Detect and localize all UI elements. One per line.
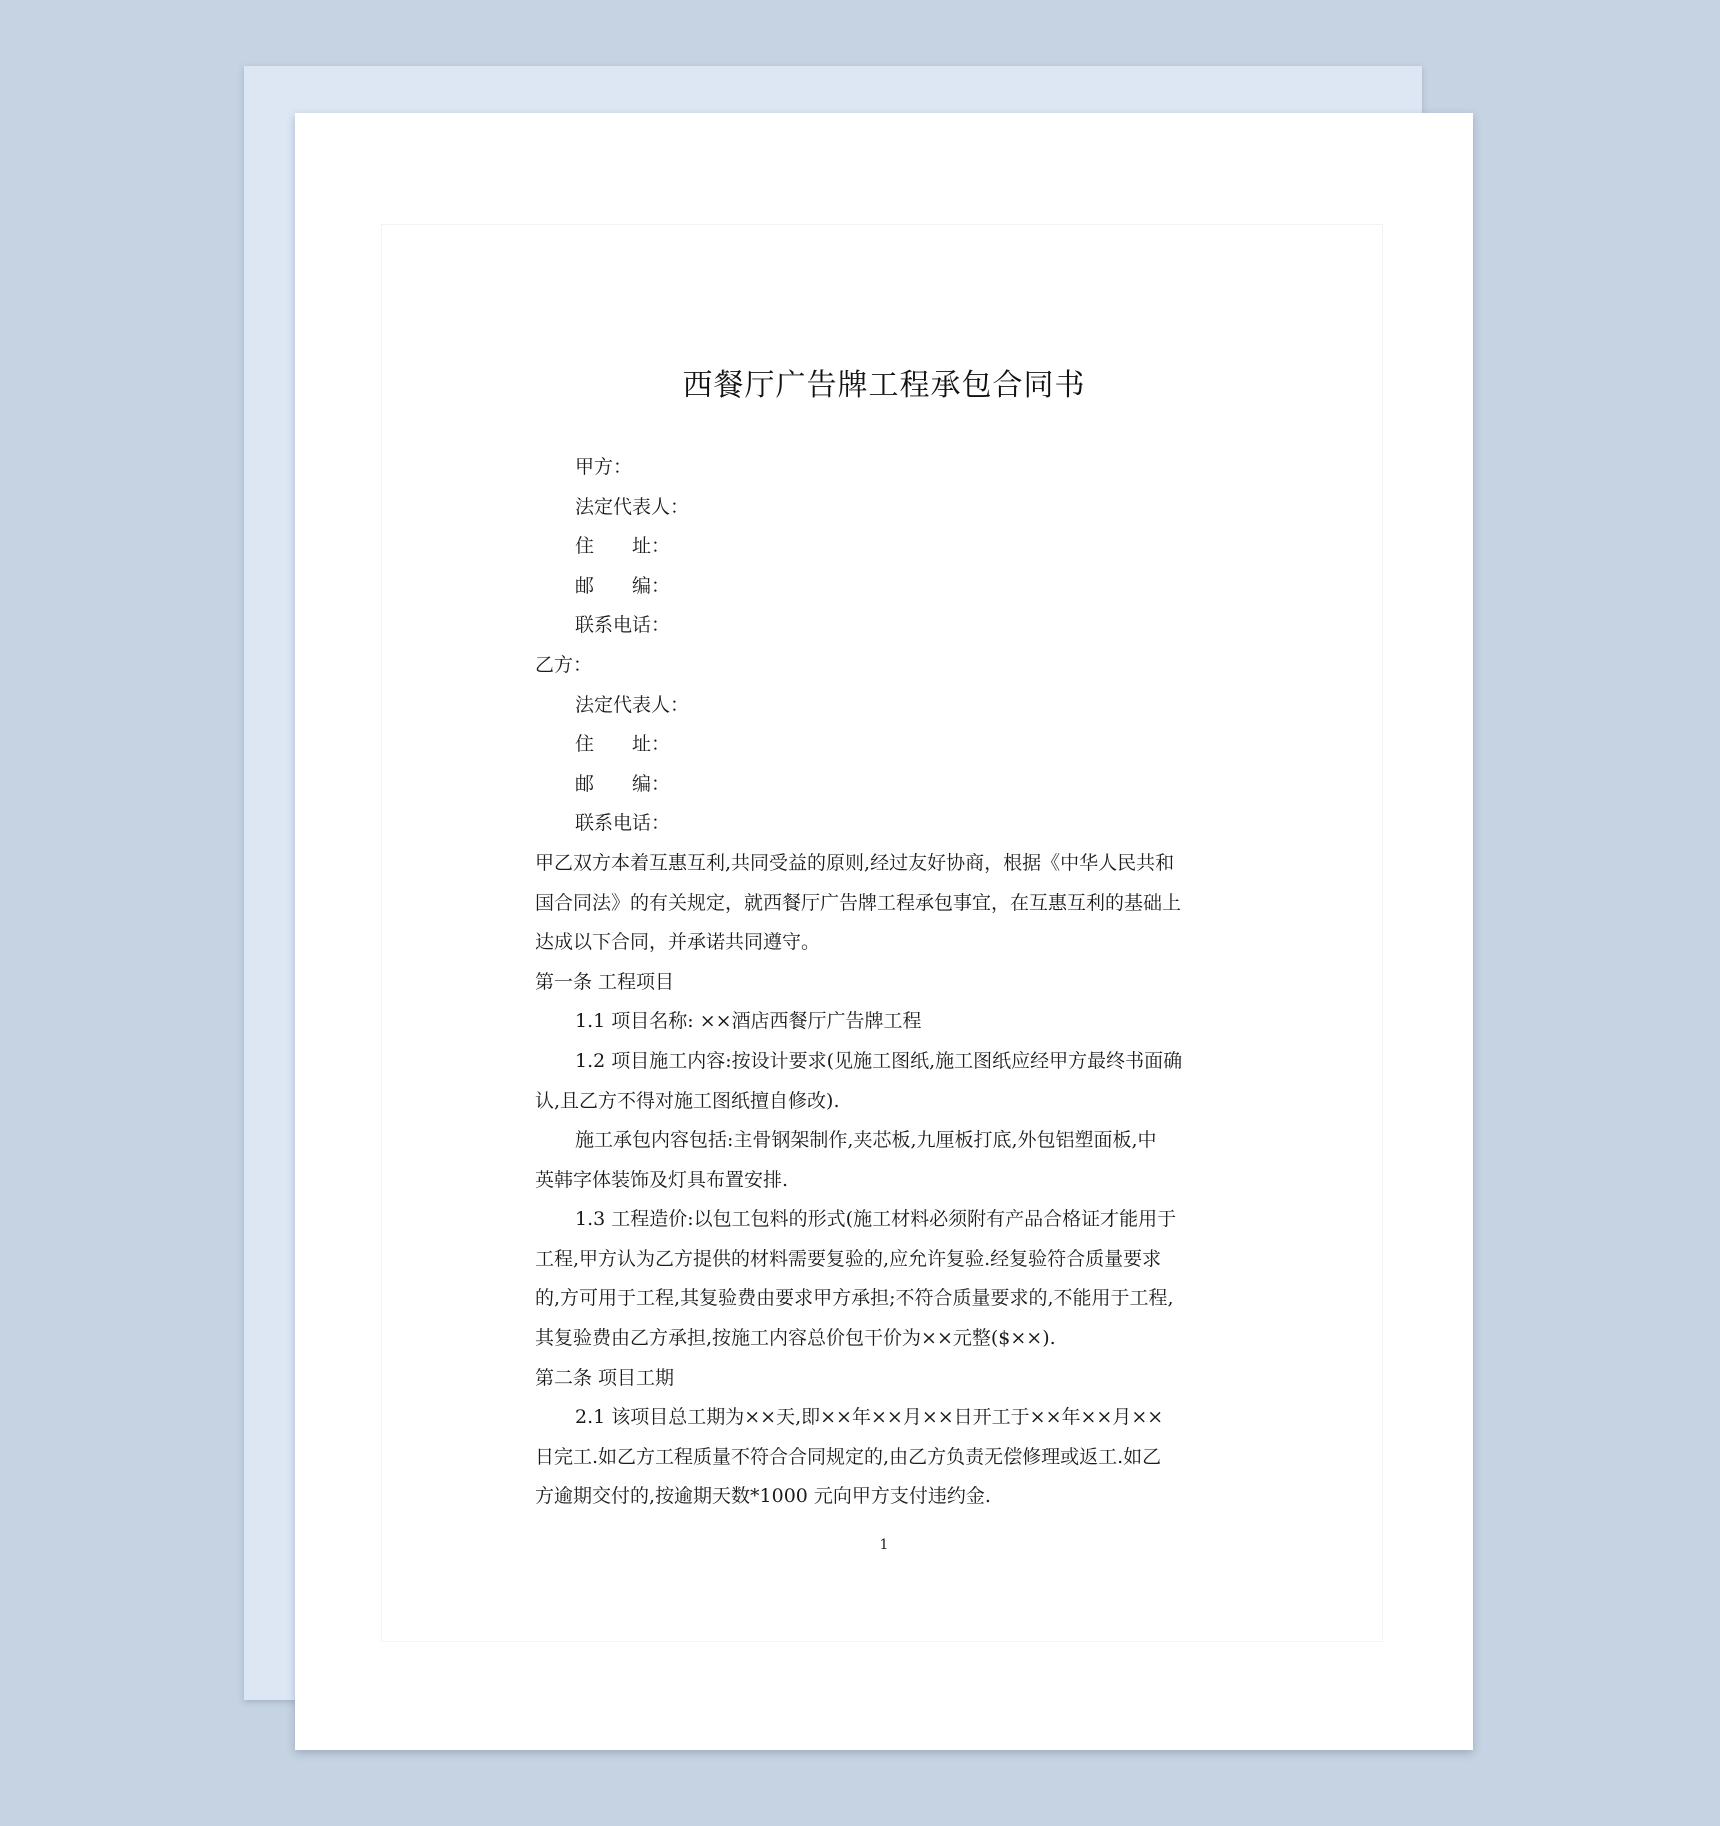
text-line: 乙方： — [535, 653, 593, 676]
text-line: 联系电话： — [575, 812, 671, 835]
text-line: 第二条 项目工期 — [535, 1366, 675, 1389]
document-body — [535, 448, 1295, 1517]
text-line: 工程,甲方认为乙方提供的材料需要复验的,应允许复验.经复验符合质量要求 — [535, 1247, 1162, 1270]
text-line: 第一条 工程项目 — [535, 970, 675, 993]
text-line: 邮 编： — [575, 574, 671, 597]
text-line: 认,且乙方不得对施工图纸擅自修改). — [535, 1089, 840, 1112]
text-line: 1.3 工程造价:以包工包料的形式(施工材料必须附有产品合格证才能用于 — [575, 1208, 1177, 1231]
text-line: 邮 编： — [575, 772, 671, 795]
text-line: 达成以下合同，并承诺共同遵守。 — [535, 931, 821, 954]
text-line: 甲方： — [575, 456, 633, 478]
text-line: 甲乙双方本着互惠互利,共同受益的原则,经过友好协商，根据《中华人民共和 — [535, 851, 1175, 874]
document-page — [295, 113, 1473, 1750]
text-line: 方逾期交付的,按逾期天数*1000 元向甲方支付违约金. — [535, 1485, 991, 1508]
text-line: 法定代表人： — [575, 693, 690, 716]
text-line: 住 址： — [575, 733, 671, 756]
text-line: 法定代表人： — [575, 495, 690, 518]
text-line: 其复验费由乙方承担,按施工内容总价包干价为××元整($××). — [535, 1327, 1056, 1350]
text-line: 的,方可用于工程,其复验费由要求甲方承担;不符合质量要求的,不能用于工程, — [535, 1287, 1174, 1310]
text-line: 1.1 项目名称: ××酒店西餐厅广告牌工程 — [575, 1010, 922, 1033]
text-line: 施工承包内容包括:主骨钢架制作,夹芯板,九厘板打底,外包铝塑面板,中 — [575, 1129, 1157, 1152]
text-line: 住 址： — [575, 535, 671, 558]
page-number: 1 — [879, 1537, 889, 1553]
text-line: 日完工.如乙方工程质量不符合合同规定的,由乙方负责无偿修理或返工.如乙 — [535, 1445, 1162, 1468]
text-line: 联系电话： — [575, 614, 671, 637]
text-line: 英韩字体装饰及灯具布置安排. — [535, 1168, 789, 1191]
text-line: 2.1 该项目总工期为××天,即××年××月××日开工于××年××月×× — [575, 1406, 1164, 1429]
text-line: 国合同法》的有关规定，就西餐厅广告牌工程承包事宜，在互惠互利的基础上 — [535, 891, 1182, 914]
document-title: 西餐厅广告牌工程承包合同书 — [682, 368, 1086, 403]
text-line: 1.2 项目施工内容:按设计要求(见施工图纸,施工图纸应经甲方最终书面确 — [575, 1049, 1183, 1072]
